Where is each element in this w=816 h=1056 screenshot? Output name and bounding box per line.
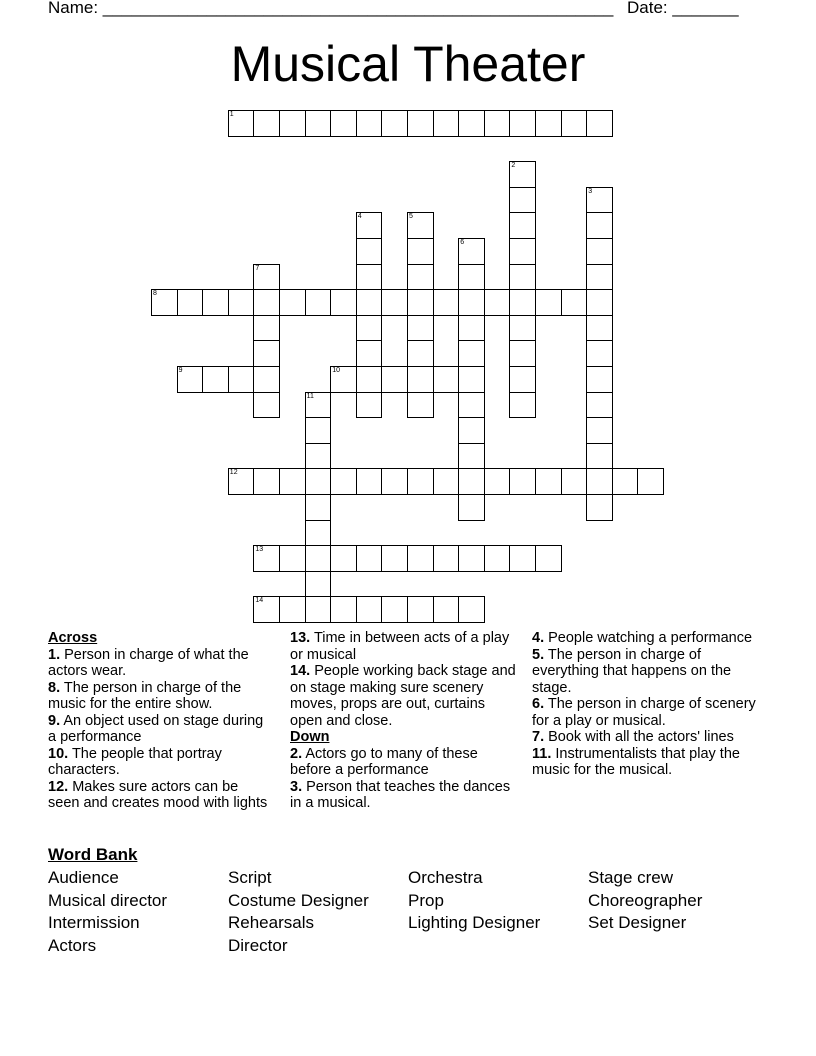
clue-item	[290, 630, 518, 663]
grid-cell[interactable]	[356, 110, 383, 137]
grid-cell[interactable]	[407, 264, 434, 291]
grid-cell[interactable]	[433, 110, 460, 137]
clue-text: The person in charge of everything that happens on the stage.	[532, 646, 732, 696]
grid-cell[interactable]	[381, 468, 408, 495]
clue-text: Instrumentalists that play the music for the musical.	[532, 745, 740, 778]
clue-number: 1	[229, 111, 234, 118]
grid-cell[interactable]	[535, 289, 562, 316]
clue-number: 6	[460, 239, 465, 246]
grid-cell[interactable]	[305, 571, 332, 598]
clue-item	[532, 696, 767, 729]
clue-number-label: 6.	[532, 696, 545, 712]
grid-cell[interactable]	[535, 545, 562, 572]
word-bank-item: Stage crew	[588, 868, 674, 887]
grid-cell[interactable]	[586, 494, 613, 521]
grid-cell[interactable]	[509, 289, 536, 316]
clue-item	[48, 680, 273, 713]
grid-cell[interactable]	[407, 238, 434, 265]
grid-cell[interactable]	[586, 417, 613, 444]
grid-cell[interactable]	[253, 468, 280, 495]
grid-cell[interactable]	[279, 289, 306, 316]
grid-cell[interactable]	[305, 443, 332, 470]
grid-cell[interactable]	[535, 110, 562, 137]
word-bank-item: Intermission	[48, 913, 140, 933]
date-field-label: Date: _______	[627, 0, 739, 17]
grid-cell[interactable]	[407, 468, 434, 495]
clue-item	[48, 647, 273, 680]
grid-cell[interactable]	[561, 468, 588, 495]
clue-text: The people that portray characters.	[48, 745, 222, 778]
grid-cell[interactable]	[253, 289, 280, 316]
grid-cell[interactable]	[356, 315, 383, 342]
down-clue-list-continued	[532, 630, 767, 779]
clue-text: People watching a performance	[544, 630, 753, 646]
name-field-label: Name: ______________________________________________________	[48, 0, 614, 17]
word-bank-item: Director	[228, 936, 288, 956]
grid-cell[interactable]	[356, 596, 383, 623]
clues-column-2	[290, 630, 518, 812]
word-bank-heading: Word Bank	[48, 845, 138, 864]
grid-cell[interactable]	[586, 289, 613, 316]
grid-cell[interactable]	[330, 366, 357, 393]
grid-cell[interactable]	[407, 110, 434, 137]
grid-cell[interactable]	[356, 264, 383, 291]
clue-text: Book with all the actors' lines	[544, 729, 734, 745]
word-bank-item: Script	[228, 868, 272, 887]
grid-cell[interactable]	[356, 392, 383, 419]
clue-text: Makes sure actors can be seen and creates mood with lights	[48, 778, 268, 811]
word-bank-item: Actors	[48, 936, 97, 956]
grid-cell[interactable]	[305, 289, 332, 316]
grid-cell[interactable]	[586, 187, 613, 214]
grid-cell[interactable]	[253, 366, 280, 393]
clue-item	[532, 729, 767, 746]
grid-cell[interactable]	[458, 289, 485, 316]
grid-cell[interactable]	[458, 315, 485, 342]
grid-cell[interactable]	[305, 520, 332, 547]
grid-cell[interactable]	[484, 468, 511, 495]
grid-cell[interactable]	[586, 110, 613, 137]
grid-cell[interactable]	[458, 545, 485, 572]
grid-cell[interactable]	[330, 545, 357, 572]
grid-cell[interactable]	[253, 340, 280, 367]
grid-cell[interactable]	[202, 366, 229, 393]
grid-cell[interactable]	[356, 212, 383, 239]
grid-cell[interactable]	[509, 161, 536, 188]
grid-cell[interactable]	[586, 238, 613, 265]
grid-cell[interactable]	[433, 545, 460, 572]
grid-cell[interactable]	[253, 264, 280, 291]
grid-cell[interactable]	[228, 468, 255, 495]
word-bank-item: Costume Designer	[228, 890, 369, 910]
grid-cell[interactable]	[330, 110, 357, 137]
clue-item	[290, 663, 518, 729]
grid-cell[interactable]	[509, 110, 536, 137]
grid-cell[interactable]	[253, 545, 280, 572]
grid-cell[interactable]	[586, 212, 613, 239]
word-bank-item: Orchestra	[408, 868, 483, 887]
grid-cell[interactable]	[458, 596, 485, 623]
grid-cell[interactable]	[561, 110, 588, 137]
clue-number: 12	[229, 469, 238, 477]
clue-number-label: 3.	[290, 778, 303, 795]
grid-cell[interactable]	[407, 366, 434, 393]
word-bank-item: Lighting Designer	[408, 913, 541, 933]
word-bank-item: Audience	[48, 868, 119, 887]
grid-cell[interactable]	[509, 340, 536, 367]
clue-text: The person in charge of the music for the entire show.	[48, 679, 242, 712]
clue-text: People working back stage and on stage making sure scenery moves, props are out, curtains open and close.	[290, 663, 516, 729]
word-bank-item: Set Designer	[588, 913, 687, 933]
grid-cell[interactable]	[407, 340, 434, 367]
grid-cell[interactable]	[305, 417, 332, 444]
grid-cell[interactable]	[356, 238, 383, 265]
grid-cell[interactable]	[458, 110, 485, 137]
clue-item	[48, 713, 273, 746]
clue-number: 9	[178, 367, 183, 374]
clue-item	[290, 746, 518, 779]
grid-cell[interactable]	[586, 443, 613, 470]
clue-item	[290, 779, 518, 812]
grid-cell[interactable]	[253, 392, 280, 419]
grid-cell[interactable]	[305, 468, 332, 495]
grid-cell[interactable]	[458, 340, 485, 367]
grid-cell[interactable]	[253, 110, 280, 137]
grid-cell[interactable]	[356, 289, 383, 316]
grid-cell[interactable]	[637, 468, 664, 495]
grid-cell[interactable]	[586, 315, 613, 342]
grid-cell[interactable]	[433, 596, 460, 623]
grid-cell[interactable]	[356, 545, 383, 572]
grid-cell[interactable]	[407, 392, 434, 419]
grid-cell[interactable]	[458, 366, 485, 393]
clue-number-label: 10.	[48, 745, 69, 762]
clue-item	[532, 746, 767, 779]
down-clue-list	[290, 746, 518, 812]
grid-cell[interactable]	[484, 289, 511, 316]
grid-cell[interactable]	[305, 494, 332, 521]
grid-cell[interactable]	[151, 289, 178, 316]
clue-number-label: 4.	[532, 630, 545, 646]
across-clue-list	[48, 647, 273, 812]
grid-cell[interactable]	[535, 468, 562, 495]
clue-number: 3	[588, 187, 593, 195]
grid-cell[interactable]	[228, 110, 255, 137]
clue-text: An object used on stage during a performance	[48, 712, 264, 745]
grid-cell[interactable]	[305, 392, 332, 419]
clue-item	[48, 746, 273, 779]
grid-cell[interactable]	[279, 468, 306, 495]
grid-cell[interactable]	[509, 238, 536, 265]
grid-cell[interactable]	[228, 366, 255, 393]
grid-cell[interactable]	[509, 366, 536, 393]
grid-cell[interactable]	[509, 315, 536, 342]
grid-cell[interactable]	[458, 443, 485, 470]
clue-item	[532, 647, 767, 697]
clue-number-label: 12.	[48, 778, 69, 795]
grid-cell[interactable]	[356, 468, 383, 495]
grid-cell[interactable]	[356, 366, 383, 393]
grid-cell[interactable]	[612, 468, 639, 495]
grid-cell[interactable]	[381, 289, 408, 316]
grid-cell[interactable]	[586, 392, 613, 419]
grid-cell[interactable]	[458, 264, 485, 291]
grid-cell[interactable]	[305, 596, 332, 623]
grid-cell[interactable]	[407, 545, 434, 572]
grid-cell[interactable]	[177, 289, 204, 316]
grid-cell[interactable]	[330, 596, 357, 623]
clue-number: 2	[511, 162, 516, 170]
grid-cell[interactable]	[433, 289, 460, 316]
across-clue-list-continued	[290, 630, 518, 729]
clue-number-label: 7.	[532, 729, 545, 745]
clues-column-3	[532, 630, 767, 779]
word-bank-item: Choreographer	[588, 890, 703, 910]
across-heading: Across	[48, 630, 98, 646]
grid-cell[interactable]	[509, 392, 536, 419]
grid-cell[interactable]	[279, 596, 306, 623]
clue-number: 13	[255, 546, 264, 554]
grid-cell[interactable]	[407, 289, 434, 316]
grid-cell[interactable]	[458, 392, 485, 419]
grid-cell[interactable]	[305, 545, 332, 572]
clue-number-label: 11.	[532, 745, 552, 762]
grid-cell[interactable]	[509, 264, 536, 291]
grid-cell[interactable]	[330, 289, 357, 316]
page-title: Musical Theater	[230, 36, 586, 92]
word-bank-item: Rehearsals	[228, 913, 314, 933]
grid-cell[interactable]	[458, 468, 485, 495]
grid-cell[interactable]	[484, 110, 511, 137]
clue-item	[532, 630, 767, 647]
clue-number: 14	[255, 597, 264, 605]
grid-cell[interactable]	[381, 545, 408, 572]
clue-text: Time in between acts of a play or musical	[290, 630, 510, 663]
grid-cell[interactable]	[330, 468, 357, 495]
grid-cell[interactable]	[202, 289, 229, 316]
clue-number: 5	[409, 213, 413, 221]
grid-cell[interactable]	[177, 366, 204, 393]
clue-item	[48, 779, 273, 812]
grid-cell[interactable]	[458, 494, 485, 521]
grid-cell[interactable]	[381, 110, 408, 137]
clue-text: Person that teaches the dances in a musical.	[290, 778, 511, 811]
clue-number-label: 2.	[290, 745, 303, 762]
clue-number: 8	[153, 290, 157, 298]
grid-cell[interactable]	[586, 264, 613, 291]
down-heading: Down	[290, 729, 330, 745]
clue-number-label: 9.	[48, 712, 61, 729]
grid-cell[interactable]	[253, 596, 280, 623]
grid-cell[interactable]	[458, 417, 485, 444]
grid-cell[interactable]	[509, 212, 536, 239]
grid-cell[interactable]	[381, 596, 408, 623]
clue-number: 7	[255, 264, 260, 272]
clue-number-label: 14.	[290, 663, 311, 679]
grid-cell[interactable]	[509, 187, 536, 214]
clues-column-1	[48, 630, 273, 812]
grid-cell[interactable]	[381, 366, 408, 393]
clue-number-label: 1.	[48, 646, 61, 663]
grid-cell[interactable]	[484, 545, 511, 572]
clue-text: Actors go to many of these before a performance	[290, 745, 478, 778]
word-bank-item: Prop	[408, 890, 444, 910]
grid-cell[interactable]	[458, 238, 485, 265]
clue-number: 11	[306, 392, 314, 400]
grid-cell[interactable]	[228, 289, 255, 316]
clue-number-label: 13.	[290, 630, 311, 646]
grid-cell[interactable]	[356, 340, 383, 367]
grid-cell[interactable]	[509, 468, 536, 495]
clue-number-label: 5.	[532, 646, 545, 663]
clue-text: Person in charge of what the actors wear.	[48, 646, 249, 679]
grid-cell[interactable]	[407, 596, 434, 623]
grid-cell[interactable]	[433, 468, 460, 495]
grid-cell[interactable]	[407, 315, 434, 342]
grid-cell[interactable]	[586, 340, 613, 367]
grid-cell[interactable]	[509, 545, 536, 572]
grid-cell[interactable]	[561, 289, 588, 316]
clue-number: 10	[332, 367, 340, 374]
grid-cell[interactable]	[586, 468, 613, 495]
grid-cell[interactable]	[253, 315, 280, 342]
grid-cell[interactable]	[586, 366, 613, 393]
grid-cell[interactable]	[433, 366, 460, 393]
grid-cell[interactable]	[407, 212, 434, 239]
clue-number: 4	[357, 213, 362, 221]
grid-cell[interactable]	[279, 110, 306, 137]
word-bank-item: Musical director	[48, 890, 168, 910]
grid-cell[interactable]	[305, 110, 332, 137]
clue-number-label: 8.	[48, 679, 61, 696]
clue-text: The person in charge of scenery for a play or musical.	[532, 696, 756, 729]
grid-cell[interactable]	[279, 545, 306, 572]
